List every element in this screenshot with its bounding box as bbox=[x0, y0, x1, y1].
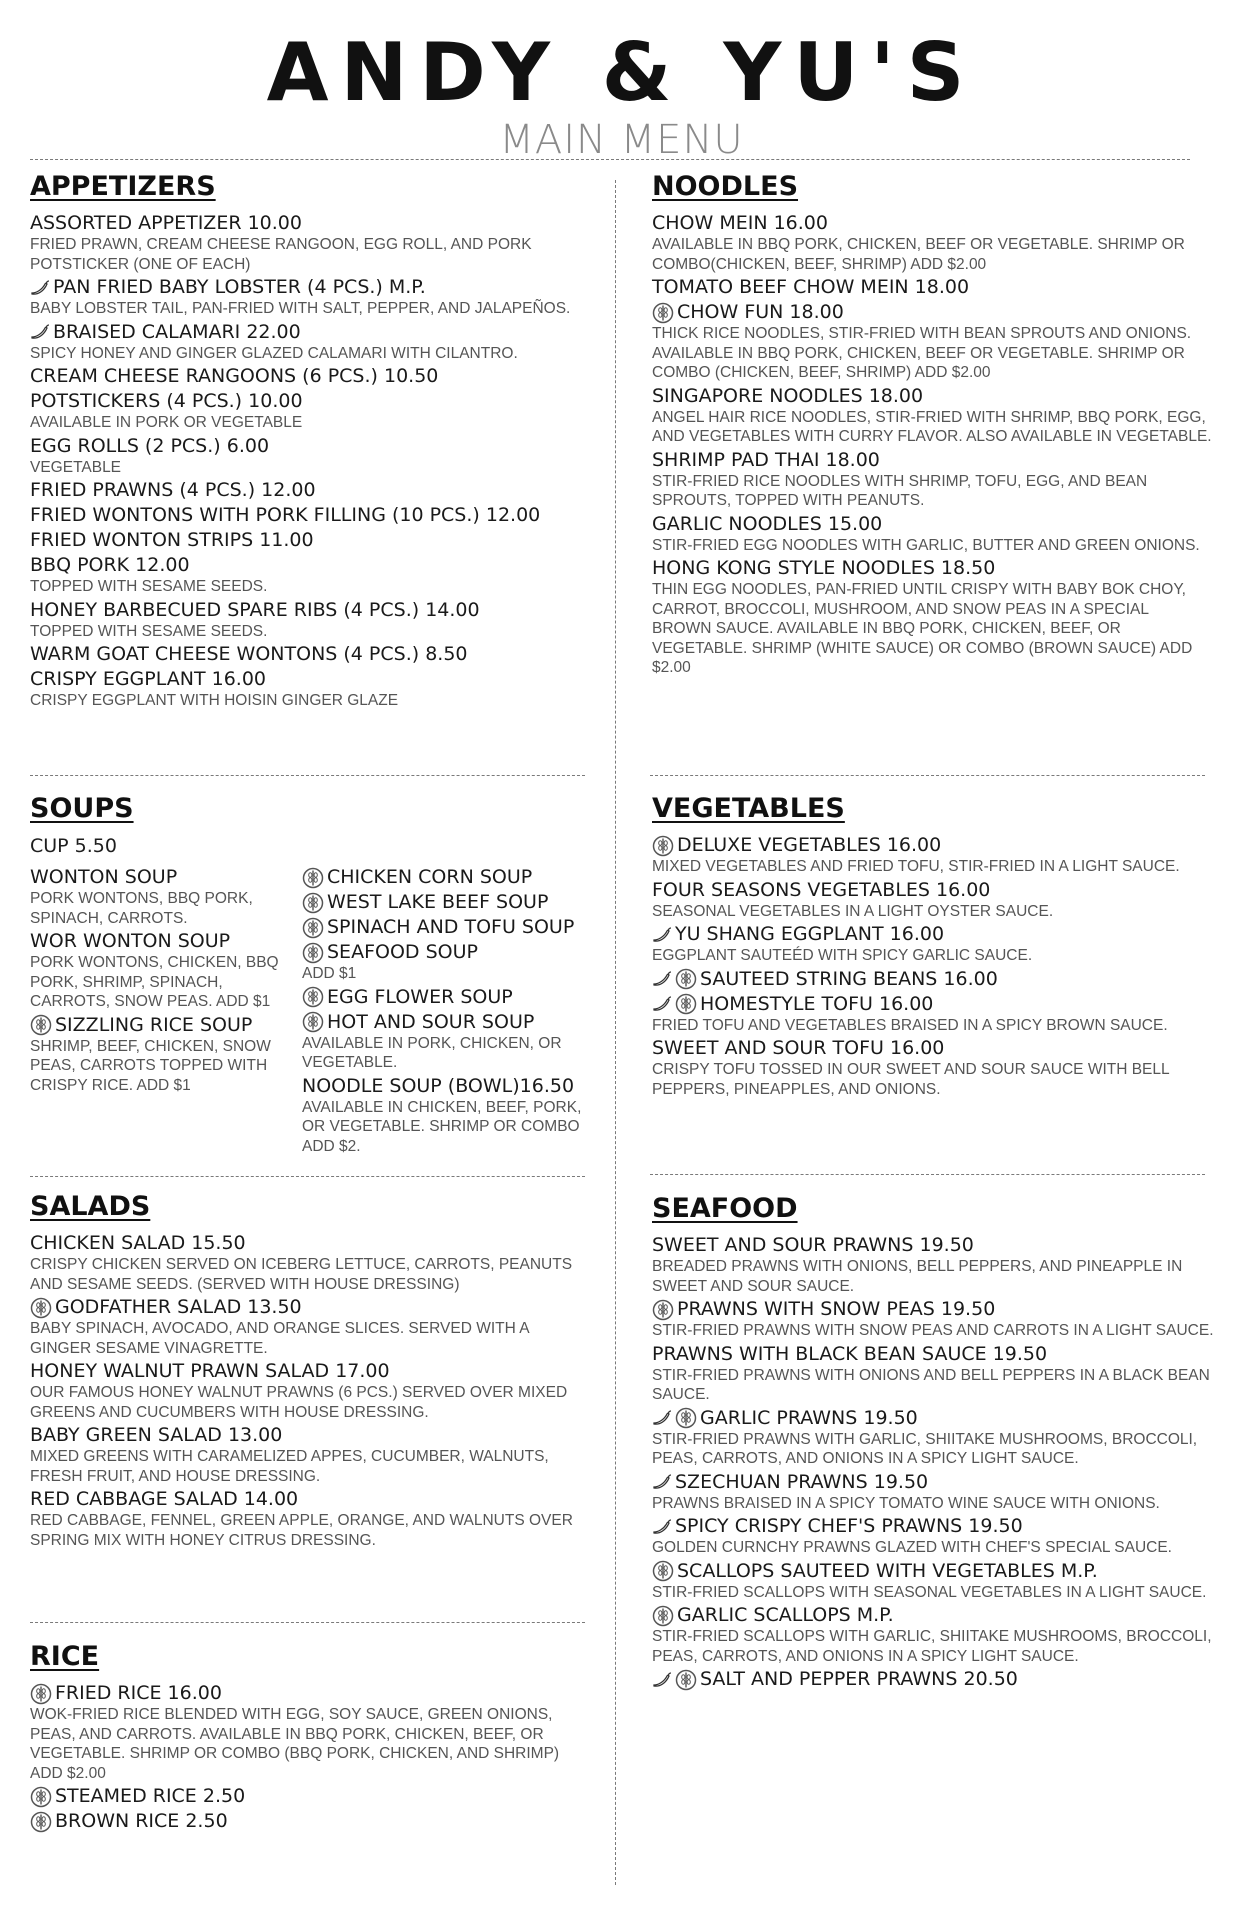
gluten-free-icon bbox=[302, 892, 324, 914]
section-salads bbox=[30, 1190, 590, 1552]
menu-item-name: SCALLOPS SAUTEED WITH VEGETABLES M.P. bbox=[677, 1559, 1098, 1582]
menu-item-description: AVAILABLE IN PORK OR VEGETABLE bbox=[30, 414, 303, 431]
menu-item-name-row bbox=[30, 643, 590, 666]
menu-item bbox=[30, 504, 590, 527]
menu-item-name-row bbox=[302, 1011, 600, 1034]
menu-item-name-row bbox=[30, 1232, 590, 1255]
divider-appetizers-soups bbox=[30, 775, 585, 776]
menu-item-name: SINGAPORE NOODLES 18.00 bbox=[652, 384, 924, 407]
menu-item-description: STIR-FRIED PRAWNS WITH GARLIC, SHIITAKE MUSHROOMS, BROCCOLI, PEAS, CARROTS, AND ONIONS IN A SPICY LIGHT SAUCE. bbox=[652, 1430, 1198, 1467]
menu-item bbox=[30, 276, 590, 319]
menu-item bbox=[30, 643, 590, 666]
menu-item-name: RED CABBAGE SALAD 14.00 bbox=[30, 1488, 299, 1510]
menu-item-description: AVAILABLE IN PORK, CHICKEN, OR VEGETABLE. bbox=[302, 1034, 562, 1071]
menu-item-description: CRISPY TOFU TOSSED IN OUR SWEET AND SOUR SAUCE WITH BELL PEPPERS, PINEAPPLES, AND ONIONS. bbox=[652, 1061, 1170, 1098]
section-soups bbox=[30, 792, 600, 1158]
menu-item-description: STIR-FRIED PRAWNS WITH ONIONS AND BELL PEPPERS IN A BLACK BEAN SAUCE. bbox=[652, 1366, 1210, 1403]
menu-item bbox=[302, 1075, 600, 1157]
chili-pepper-icon bbox=[30, 280, 50, 296]
menu-item-name-row bbox=[30, 1785, 590, 1808]
menu-item-description: CRISPY CHICKEN SERVED ON ICEBERG LETTUCE, CARROTS, PEANUTS AND SESAME SEEDS. (SERVED WITH HOUSE DRESSING) bbox=[30, 1256, 573, 1293]
menu-item-name-row bbox=[30, 1014, 302, 1037]
item-list bbox=[652, 1234, 1217, 1691]
menu-item-name-row bbox=[302, 891, 600, 914]
menu-item-description: OUR FAMOUS HONEY WALNUT PRAWNS (6 PCS.) SERVED OVER MIXED GREENS AND CUCUMBERS WITH HOUSE DRESSING. bbox=[30, 1384, 568, 1421]
gluten-free-icon bbox=[30, 1811, 52, 1833]
menu-item-description: SPICY HONEY AND GINGER GLAZED CALAMARI WITH CILANTRO. bbox=[30, 344, 518, 362]
section-title: RICE bbox=[30, 1641, 100, 1672]
menu-item-name: WONTON SOUP bbox=[30, 866, 178, 888]
menu-item-name-row bbox=[652, 993, 1212, 1016]
menu-item-description: BABY LOBSTER TAIL, PAN-FRIED WITH SALT, PEPPER, AND JALAPEÑOS. bbox=[30, 300, 571, 317]
menu-item-name: HOT AND SOUR SOUP bbox=[327, 1010, 535, 1033]
menu-item-name-row bbox=[652, 1668, 1217, 1691]
menu-item-description: RED CABBAGE, FENNEL, GREEN APPLE, ORANGE, AND WALNUTS OVER SPRING MIX WITH HONEY CITRUS DRESSING. bbox=[30, 1512, 573, 1549]
menu-item bbox=[30, 479, 590, 502]
menu-item-name: HONEY BARBECUED SPARE RIBS (4 PCS.) 14.00 bbox=[30, 598, 480, 621]
gluten-free-icon bbox=[302, 1011, 324, 1033]
gluten-free-icon bbox=[302, 917, 324, 939]
menu-item bbox=[652, 993, 1212, 1036]
menu-item-description: VEGETABLE bbox=[30, 458, 122, 476]
menu-item-name-row bbox=[30, 529, 590, 552]
menu-item-name-row bbox=[30, 1810, 590, 1833]
menu-item-name-row bbox=[652, 1234, 1217, 1257]
soup-column-right bbox=[302, 866, 600, 1158]
menu-item-name: EGG FLOWER SOUP bbox=[327, 985, 513, 1008]
menu-item-description: EGGPLANT SAUTEÉD WITH SPICY GARLIC SAUCE. bbox=[652, 947, 1033, 964]
menu-item bbox=[652, 1604, 1217, 1666]
menu-item-description: SEASONAL VEGETABLES IN A LIGHT OYSTER SAUCE. bbox=[652, 902, 1054, 920]
section-title: SOUPS bbox=[30, 793, 134, 824]
menu-item bbox=[652, 1560, 1217, 1603]
menu-item-name-row bbox=[652, 1604, 1217, 1627]
menu-subtitle: MAIN MENU bbox=[499, 117, 744, 163]
menu-item-name-row bbox=[30, 1424, 590, 1447]
menu-item-name: SIZZLING RICE SOUP bbox=[55, 1013, 253, 1036]
menu-item-name-row bbox=[302, 986, 600, 1009]
menu-item bbox=[30, 1424, 590, 1486]
menu-item-name-row bbox=[652, 1515, 1217, 1538]
section-seafood bbox=[652, 1192, 1217, 1693]
section-title: NOODLES bbox=[652, 171, 799, 202]
divider-salads-rice bbox=[30, 1622, 585, 1623]
menu-item-name-row bbox=[30, 479, 590, 502]
menu-item bbox=[652, 1298, 1217, 1341]
menu-item-description: CRISPY EGGPLANT WITH HOISIN GINGER GLAZE bbox=[30, 692, 399, 709]
top-divider bbox=[30, 159, 1190, 160]
menu-item-name: SEAFOOD SOUP bbox=[327, 941, 478, 963]
menu-item-description: PRAWNS BRAISED IN A SPICY TOMATO WINE SAUCE WITH ONIONS. bbox=[652, 1494, 1160, 1512]
menu-item-description: MIXED GREENS WITH CARAMELIZED APPES, CUCUMBER, WALNUTS, FRESH FRUIT, AND HOUSE DRESSING. bbox=[30, 1448, 549, 1485]
menu-item-name-row bbox=[30, 1296, 590, 1319]
menu-item-name-row bbox=[652, 1471, 1217, 1494]
menu-item-description: GOLDEN CURNCHY PRAWNS GLAZED WITH CHEF'S SPECIAL SAUCE. bbox=[652, 1539, 1172, 1556]
menu-item-name: BRAISED CALAMARI 22.00 bbox=[53, 320, 301, 343]
menu-item-name-row bbox=[30, 930, 302, 953]
divider-noodles-vegetables bbox=[650, 775, 1205, 776]
menu-item-name: WARM GOAT CHEESE WONTONS (4 PCS.) 8.50 bbox=[30, 643, 468, 665]
menu-item-name: ASSORTED APPETIZER 10.00 bbox=[30, 212, 302, 234]
menu-item-name: HOMESTYLE TOFU 16.00 bbox=[700, 992, 934, 1015]
menu-item-name: EGG ROLLS (2 PCS.) 6.00 bbox=[30, 434, 270, 457]
menu-item-name-row bbox=[30, 435, 590, 458]
gluten-free-icon bbox=[652, 302, 674, 324]
section-title: SALADS bbox=[30, 1191, 151, 1222]
menu-item-description: BABY SPINACH, AVOCADO, AND ORANGE SLICES. SERVED WITH A GINGER SESAME VINAGRETTE. bbox=[30, 1320, 529, 1357]
menu-item bbox=[302, 1011, 600, 1073]
gluten-free-icon bbox=[302, 942, 324, 964]
gluten-free-icon bbox=[652, 835, 674, 857]
menu-item-description: STIR-FRIED PRAWNS WITH SNOW PEAS AND CARROTS IN A LIGHT SAUCE. bbox=[652, 1322, 1214, 1339]
menu-item-name-row bbox=[302, 916, 600, 939]
gluten-free-icon bbox=[675, 1669, 697, 1691]
menu-item-name: YU SHANG EGGPLANT 16.00 bbox=[675, 923, 945, 945]
menu-item bbox=[30, 599, 590, 642]
menu-item-description: FRIED TOFU AND VEGETABLES BRAISED IN A SPICY BROWN SAUCE. bbox=[652, 1016, 1168, 1034]
menu-item-name: BBQ PORK 12.00 bbox=[30, 554, 190, 576]
menu-item-name: CHOW MEIN 16.00 bbox=[652, 212, 828, 234]
gluten-free-icon bbox=[675, 968, 697, 990]
menu-item bbox=[652, 1407, 1217, 1469]
menu-item-name: CHOW FUN 18.00 bbox=[677, 301, 844, 323]
menu-item-name-row bbox=[652, 834, 1212, 857]
menu-item bbox=[302, 916, 600, 939]
menu-item-name-row bbox=[30, 668, 590, 691]
gluten-free-icon bbox=[30, 1683, 52, 1705]
menu-item bbox=[652, 1234, 1217, 1296]
menu-item bbox=[30, 668, 590, 711]
divider-vegetables-seafood bbox=[650, 1174, 1205, 1175]
menu-item-name: SAUTEED STRING BEANS 16.00 bbox=[700, 967, 998, 990]
menu-item-name: SALT AND PEPPER PRAWNS 20.50 bbox=[700, 1668, 1018, 1690]
menu-item bbox=[652, 449, 1212, 511]
menu-item bbox=[30, 212, 590, 274]
menu-item-description: ADD $1 bbox=[302, 965, 357, 982]
divider-soups-salads bbox=[30, 1176, 585, 1177]
menu-item bbox=[30, 321, 590, 364]
section-noodles bbox=[652, 170, 1212, 680]
chili-pepper-icon bbox=[652, 1672, 672, 1688]
menu-item-name: CHICKEN CORN SOUP bbox=[327, 866, 533, 888]
menu-item bbox=[30, 435, 590, 478]
menu-item-name: SPINACH AND TOFU SOUP bbox=[327, 916, 575, 938]
menu-item-name-row bbox=[30, 866, 302, 889]
menu-item-name-row bbox=[652, 557, 1212, 580]
menu-item bbox=[30, 1488, 590, 1550]
menu-item-name: FRIED PRAWNS (4 PCS.) 12.00 bbox=[30, 479, 316, 501]
menu-item-name: BABY GREEN SALAD 13.00 bbox=[30, 1424, 283, 1446]
menu-item bbox=[652, 385, 1212, 447]
menu-item bbox=[30, 1232, 590, 1294]
chili-pepper-icon bbox=[652, 1410, 672, 1426]
menu-item bbox=[302, 891, 600, 914]
menu-item-name-row bbox=[652, 276, 1212, 299]
menu-item-description: TOPPED WITH SESAME SEEDS. bbox=[30, 622, 268, 640]
item-list bbox=[652, 212, 1212, 678]
menu-item-name-row bbox=[30, 390, 590, 413]
menu-item bbox=[30, 529, 590, 552]
menu-item bbox=[652, 968, 1212, 991]
menu-item-name-row bbox=[652, 1037, 1212, 1060]
menu-item-name: BROWN RICE 2.50 bbox=[55, 1810, 228, 1832]
menu-item bbox=[652, 1471, 1217, 1514]
menu-item bbox=[652, 923, 1212, 966]
section-vegetables bbox=[652, 792, 1212, 1101]
gluten-free-icon bbox=[652, 1605, 674, 1627]
chili-pepper-icon bbox=[652, 996, 672, 1012]
gluten-free-icon bbox=[652, 1560, 674, 1582]
menu-item-name: CRISPY EGGPLANT 16.00 bbox=[30, 668, 266, 690]
soup-grid bbox=[30, 866, 600, 1158]
menu-item bbox=[652, 212, 1212, 274]
menu-item-name: PRAWNS WITH BLACK BEAN SAUCE 19.50 bbox=[652, 1342, 1048, 1365]
menu-item-name-row bbox=[652, 968, 1212, 991]
menu-item-description: THICK RICE NOODLES, STIR-FRIED WITH BEAN SPROUTS AND ONIONS. AVAILABLE IN BBQ PORK, CHICKEN, BEEF OR VEGETABLE. SHRIMP OR COMBO (CHICKEN, BEEF, SHRIMP) ADD $2.00 bbox=[652, 325, 1192, 381]
menu-item bbox=[30, 554, 590, 597]
gluten-free-icon bbox=[675, 993, 697, 1015]
menu-item bbox=[652, 276, 1212, 299]
menu-item bbox=[30, 1785, 590, 1808]
menu-item-name-row bbox=[302, 1075, 600, 1098]
menu-item-description: STIR-FRIED EGG NOODLES WITH GARLIC, BUTTER AND GREEN ONIONS. bbox=[652, 536, 1200, 554]
menu-item-name: GODFATHER SALAD 13.50 bbox=[55, 1296, 302, 1318]
chili-pepper-icon bbox=[652, 927, 672, 943]
menu-item-name: NOODLE SOUP (BOWL)16.50 bbox=[302, 1074, 575, 1097]
menu-item-description: AVAILABLE IN CHICKEN, BEEF, PORK, OR VEGETABLE. SHRIMP OR COMBO ADD $2. bbox=[302, 1098, 582, 1155]
menu-item-description: STIR-FRIED SCALLOPS WITH SEASONAL VEGETABLES IN A LIGHT SAUCE. bbox=[652, 1583, 1207, 1601]
gluten-free-icon bbox=[652, 1299, 674, 1321]
menu-item-description: TOPPED WITH SESAME SEEDS. bbox=[30, 578, 268, 595]
gluten-free-icon bbox=[302, 867, 324, 889]
menu-item-description: BREADED PRAWNS WITH ONIONS, BELL PEPPERS, AND PINEAPPLE IN SWEET AND SOUR SAUCE. bbox=[652, 1258, 1183, 1295]
menu-item bbox=[652, 301, 1212, 383]
menu-header bbox=[0, 26, 1243, 163]
menu-item-name-row bbox=[652, 385, 1212, 408]
menu-item-name-row bbox=[30, 1682, 590, 1705]
menu-item bbox=[652, 1668, 1217, 1691]
menu-item bbox=[302, 941, 600, 984]
item-list bbox=[30, 1682, 590, 1833]
menu-item-name: SPICY CRISPY CHEF'S PRAWNS 19.50 bbox=[675, 1515, 1023, 1537]
menu-item bbox=[30, 390, 590, 433]
menu-item-name: GARLIC NOODLES 15.00 bbox=[652, 512, 883, 535]
menu-item-name: WEST LAKE BEEF SOUP bbox=[327, 891, 549, 913]
menu-item-name-row bbox=[30, 365, 590, 388]
menu-item-name: GARLIC SCALLOPS M.P. bbox=[677, 1604, 894, 1626]
menu-item-name: FRIED WONTONS WITH PORK FILLING (10 PCS.) 12.00 bbox=[30, 504, 541, 526]
menu-item-description: STIR-FRIED RICE NOODLES WITH SHRIMP, TOFU, EGG, AND BEAN SPROUTS, TOPPED WITH PEANUTS. bbox=[652, 472, 1148, 509]
menu-item-name: HONG KONG STYLE NOODLES 18.50 bbox=[652, 557, 996, 579]
menu-item-name-row bbox=[652, 923, 1212, 946]
menu-item-name: PRAWNS WITH SNOW PEAS 19.50 bbox=[677, 1298, 996, 1320]
item-list bbox=[652, 834, 1212, 1099]
menu-item bbox=[302, 866, 600, 889]
menu-item bbox=[652, 1515, 1217, 1558]
menu-item-name-row bbox=[652, 449, 1212, 472]
item-list bbox=[30, 1232, 590, 1550]
menu-item-name-row bbox=[302, 941, 600, 964]
menu-item-name-row bbox=[30, 276, 590, 299]
section-title: SEAFOOD bbox=[652, 1193, 798, 1224]
menu-item-name: SWEET AND SOUR PRAWNS 19.50 bbox=[652, 1234, 974, 1256]
menu-item-name-row bbox=[30, 1360, 590, 1383]
chili-pepper-icon bbox=[652, 1474, 672, 1490]
menu-item bbox=[652, 1037, 1212, 1099]
menu-item-name-row bbox=[652, 301, 1212, 324]
menu-item-name-row bbox=[30, 554, 590, 577]
menu-item-name: FRIED WONTON STRIPS 11.00 bbox=[30, 529, 314, 551]
menu-item bbox=[30, 1360, 590, 1422]
menu-item-name: TOMATO BEEF CHOW MEIN 18.00 bbox=[652, 276, 970, 298]
menu-item bbox=[30, 866, 302, 928]
menu-item bbox=[652, 513, 1212, 556]
menu-item bbox=[30, 1810, 590, 1833]
menu-item-name: POTSTICKERS (4 PCS.) 10.00 bbox=[30, 390, 303, 412]
section-rice bbox=[30, 1640, 590, 1835]
menu-item-name-row bbox=[652, 212, 1212, 235]
menu-item-description: AVAILABLE IN BBQ PORK, CHICKEN, BEEF OR VEGETABLE. SHRIMP OR COMBO(CHICKEN, BEEF, SHRIMP) ADD $2.00 bbox=[652, 236, 1185, 273]
menu-item-name-row bbox=[30, 504, 590, 527]
section-title: VEGETABLES bbox=[652, 793, 845, 824]
menu-item-name: SZECHUAN PRAWNS 19.50 bbox=[675, 1470, 929, 1493]
gluten-free-icon bbox=[30, 1786, 52, 1808]
menu-item-name-row bbox=[302, 866, 600, 889]
menu-item bbox=[652, 834, 1212, 877]
menu-item bbox=[30, 930, 302, 1012]
menu-item-name: PAN FRIED BABY LOBSTER (4 PCS.) M.P. bbox=[53, 276, 426, 298]
menu-item-name-row bbox=[30, 599, 590, 622]
menu-item-description: WOK-FRIED RICE BLENDED WITH EGG, SOY SAUCE, GREEN ONIONS, PEAS, AND CARROTS. AVAILABLE IN BBQ PORK, CHICKEN, BEEF, OR VEGETABLE. SHRIMP OR COMBO (BBQ PORK, CHICKEN, AND SHRIMP) ADD $2.00 bbox=[30, 1706, 560, 1782]
menu-item bbox=[652, 557, 1212, 678]
menu-item bbox=[652, 879, 1212, 922]
menu-item bbox=[30, 365, 590, 388]
menu-item bbox=[652, 1343, 1217, 1405]
gluten-free-icon bbox=[30, 1014, 52, 1036]
column-divider bbox=[615, 180, 616, 1885]
item-list bbox=[30, 212, 590, 711]
menu-item-description: FRIED PRAWN, CREAM CHEESE RANGOON, EGG ROLL, AND PORK POTSTICKER (ONE OF EACH) bbox=[30, 236, 532, 273]
gluten-free-icon bbox=[302, 986, 324, 1008]
menu-item-name: CHICKEN SALAD 15.50 bbox=[30, 1232, 246, 1254]
menu-item-description: MIXED VEGETABLES AND FRIED TOFU, STIR-FRIED IN A LIGHT SAUCE. bbox=[652, 858, 1180, 875]
soup-column-left bbox=[30, 866, 302, 1158]
menu-item bbox=[302, 986, 600, 1009]
menu-item-name: DELUXE VEGETABLES 16.00 bbox=[677, 834, 942, 856]
cup-price: CUP 5.50 bbox=[30, 835, 117, 857]
menu-item-name-row bbox=[30, 1488, 590, 1511]
section-appetizers bbox=[30, 170, 590, 713]
menu-item bbox=[30, 1014, 302, 1096]
menu-item bbox=[30, 1296, 590, 1358]
menu-item-name: WOR WONTON SOUP bbox=[30, 930, 231, 952]
menu-item-name: HONEY WALNUT PRAWN SALAD 17.00 bbox=[30, 1360, 390, 1382]
menu-item-description: PORK WONTONS, CHICKEN, BBQ PORK, SHRIMP, SPINACH, CARROTS, SNOW PEAS. ADD $1 bbox=[30, 954, 279, 1010]
chili-pepper-icon bbox=[652, 971, 672, 987]
menu-item-name: SHRIMP PAD THAI 18.00 bbox=[652, 448, 880, 471]
menu-item bbox=[30, 1682, 590, 1783]
menu-item-name-row bbox=[652, 513, 1212, 536]
gluten-free-icon bbox=[675, 1407, 697, 1429]
menu-item-name: STEAMED RICE 2.50 bbox=[55, 1785, 246, 1807]
menu-item-name-row bbox=[652, 1298, 1217, 1321]
menu-item-name-row bbox=[652, 1560, 1217, 1583]
menu-item-name-row bbox=[652, 879, 1212, 902]
menu-item-description: STIR-FRIED SCALLOPS WITH GARLIC, SHIITAKE MUSHROOMS, BROCCOLI, PEAS, CARROTS, AND ONIONS IN A SPICY LIGHT SAUCE. bbox=[652, 1628, 1212, 1665]
menu-item-description: PORK WONTONS, BBQ PORK, SPINACH, CARROTS. bbox=[30, 890, 253, 927]
menu-item-description: ANGEL HAIR RICE NOODLES, STIR-FRIED WITH SHRIMP, BBQ PORK, EGG, AND VEGETABLES WITH CURRY FLAVOR. ALSO AVAILABLE IN VEGETABLE. bbox=[652, 408, 1212, 445]
gluten-free-icon bbox=[30, 1297, 52, 1319]
menu-item-name-row bbox=[652, 1343, 1217, 1366]
menu-item-name-row bbox=[30, 212, 590, 235]
menu-item-name: CREAM CHEESE RANGOONS (6 PCS.) 10.50 bbox=[30, 365, 439, 387]
menu-item-name: FOUR SEASONS VEGETABLES 16.00 bbox=[652, 878, 991, 901]
menu-item-name: GARLIC PRAWNS 19.50 bbox=[700, 1406, 918, 1429]
menu-item-name-row bbox=[652, 1407, 1217, 1430]
chili-pepper-icon bbox=[30, 324, 50, 340]
menu-item-name-row bbox=[30, 321, 590, 344]
menu-item-description: SHRIMP, BEEF, CHICKEN, SNOW PEAS, CARROTS TOPPED WITH CRISPY RICE. ADD $1 bbox=[30, 1037, 271, 1094]
restaurant-name: ANDY & YU'S bbox=[266, 26, 977, 119]
menu-item-description: THIN EGG NOODLES, PAN-FRIED UNTIL CRISPY WITH BABY BOK CHOY, CARROT, BROCCOLI, MUSHROOM, AND SNOW PEAS IN A SPECIAL BROWN SAUCE. AVAILABLE IN BBQ PORK, CHICKEN, BEEF, OR VEGETABLE. SHRIMP (WHITE SAUCE) OR COMBO (BROWN SAUCE) ADD $2.00 bbox=[652, 581, 1193, 676]
menu-item-name: SWEET AND SOUR TOFU 16.00 bbox=[652, 1037, 945, 1059]
chili-pepper-icon bbox=[652, 1519, 672, 1535]
menu-item-name: FRIED RICE 16.00 bbox=[55, 1682, 222, 1704]
section-title: APPETIZERS bbox=[30, 171, 216, 202]
